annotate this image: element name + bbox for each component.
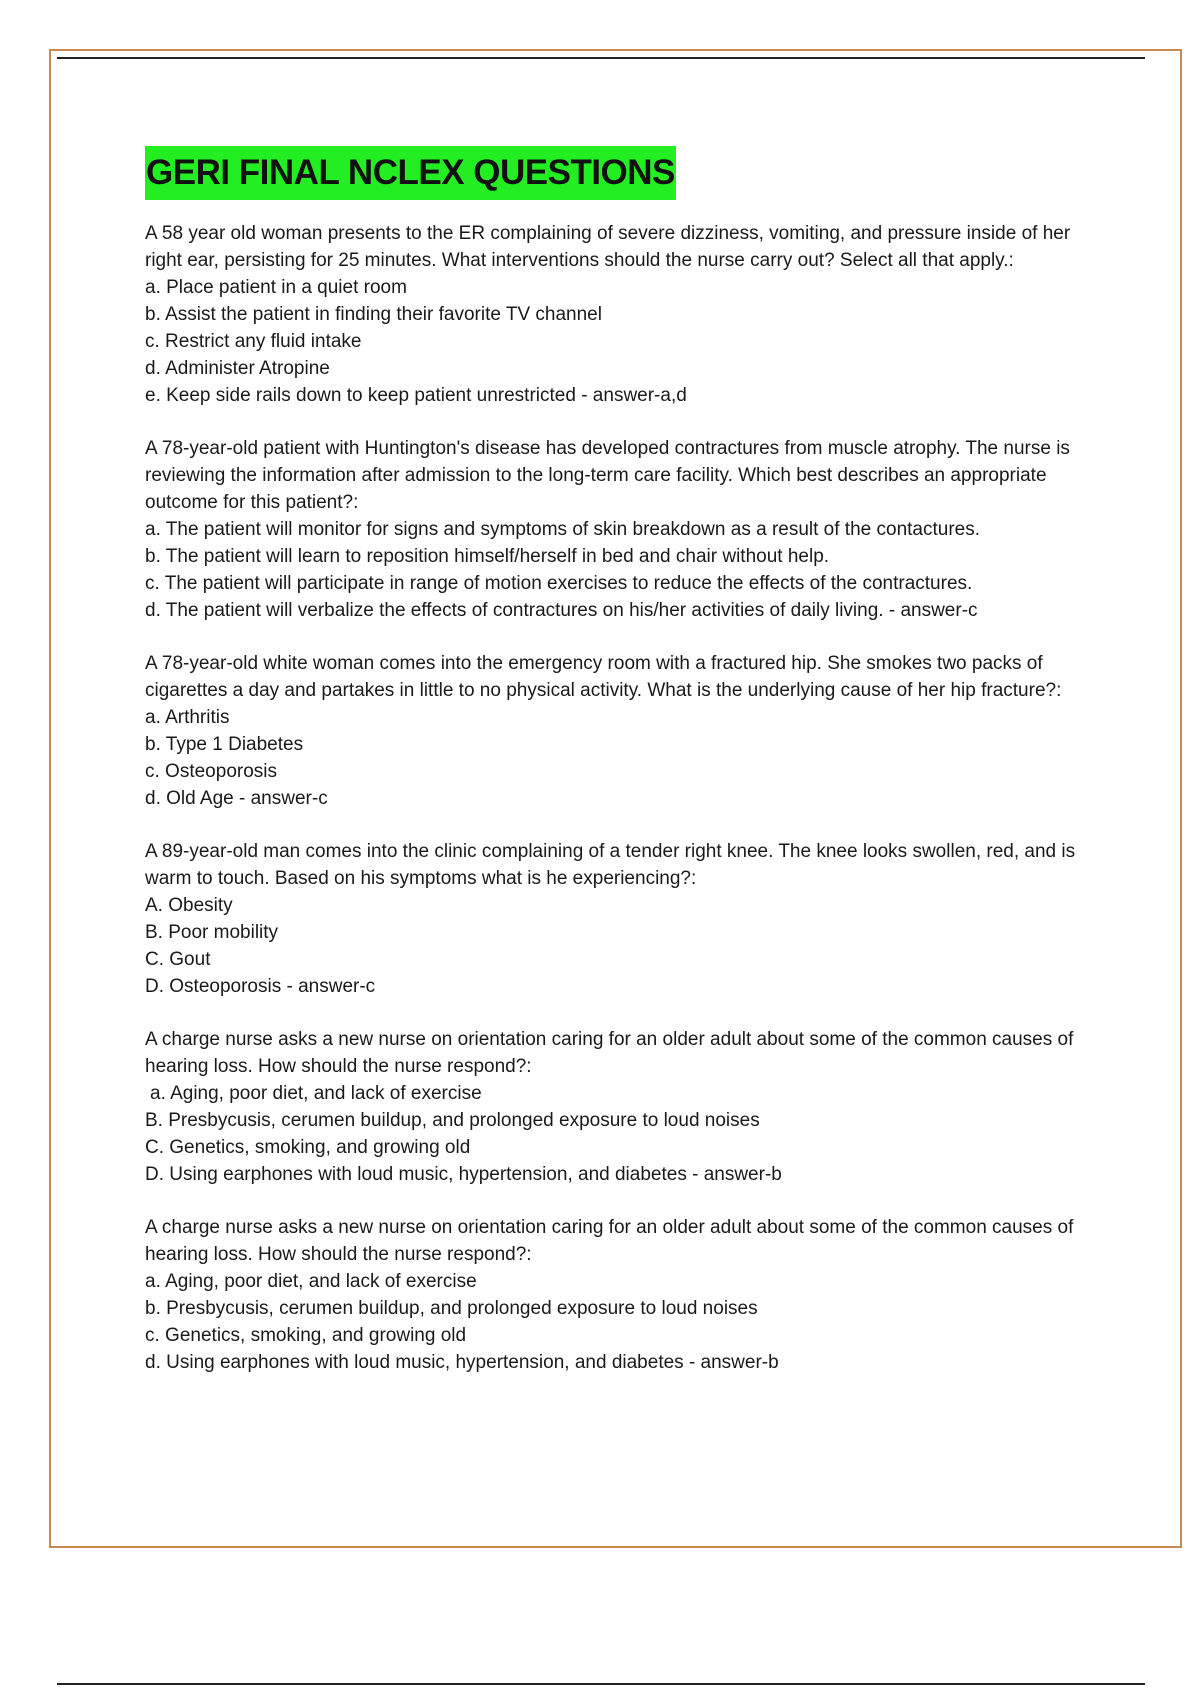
question-stem: A charge nurse asks a new nurse on orientation caring for an older adult about some of the common causes of hearing loss. How should the nurse respond?:: [145, 1217, 1074, 1265]
question-stem: A charge nurse asks a new nurse on orientation caring for an older adult about some of the common causes of hearing loss. How should the nurse respond?:: [145, 1029, 1074, 1077]
answer-option: b. Presbycusis, cerumen buildup, and prolonged exposure to loud noises: [145, 1298, 758, 1319]
answer-option: c. Restrict any fluid intake: [145, 331, 362, 352]
question-2: [145, 435, 1095, 624]
question-5: [145, 1026, 1095, 1188]
question-stem: A 78-year-old white woman comes into the emergency room with a fractured hip. She smokes two packs of cigarettes a day and partakes in little to no physical activity. What is the underlying cause of her hip fracture?:: [145, 653, 1062, 701]
answer-option: d. Old Age - answer-c: [145, 788, 328, 809]
question-3: [145, 650, 1095, 812]
answer-option: c. Genetics, smoking, and growing old: [145, 1325, 467, 1346]
answer-option: C. Gout: [145, 949, 211, 970]
answer-option: c. The patient will participate in range of motion exercises to reduce the effects of the contractures.: [145, 573, 973, 594]
answer-option: d. Administer Atropine: [145, 358, 330, 379]
answer-option: e. Keep side rails down to keep patient unrestricted - answer-a,d: [145, 385, 687, 406]
answer-option: C. Genetics, smoking, and growing old: [145, 1137, 471, 1158]
answer-option: a. Place patient in a quiet room: [145, 277, 407, 298]
question-4: [145, 838, 1095, 1000]
answer-option: D. Osteoporosis - answer-c: [145, 976, 376, 997]
answer-option: a. Aging, poor diet, and lack of exercise: [150, 1083, 482, 1104]
answer-option: B. Poor mobility: [145, 922, 279, 943]
answer-option: d. The patient will verbalize the effects of contractures on his/her activities of daily living. - answer-c: [145, 600, 978, 621]
document-title: GERI FINAL NCLEX QUESTIONS: [145, 146, 676, 200]
question-stem: A 58 year old woman presents to the ER complaining of severe dizziness, vomiting, and pressure inside of her right ear, persisting for 25 minutes. What interventions should the nurse carry out? Select all that apply.:: [145, 223, 1071, 271]
answer-option: a. Aging, poor diet, and lack of exercise: [145, 1271, 477, 1292]
footer-rule: [57, 1683, 1145, 1685]
answer-option: D. Using earphones with loud music, hypertension, and diabetes - answer-b: [145, 1164, 782, 1185]
answer-option: B. Presbycusis, cerumen buildup, and prolonged exposure to loud noises: [145, 1110, 760, 1131]
answer-option: b. The patient will learn to reposition himself/herself in bed and chair without help.: [145, 546, 830, 567]
question-6: [145, 1214, 1095, 1376]
answer-option: a. Arthritis: [145, 707, 230, 728]
document-body: [145, 146, 1095, 1402]
answer-option: b. Assist the patient in finding their favorite TV channel: [145, 304, 602, 325]
header-rule: [57, 57, 1145, 59]
question-1: [145, 220, 1095, 409]
question-stem: A 89-year-old man comes into the clinic complaining of a tender right knee. The knee looks swollen, red, and is warm to touch. Based on his symptoms what is he experiencing?:: [145, 841, 1076, 889]
answer-option: A. Obesity: [145, 895, 233, 916]
answer-option: d. Using earphones with loud music, hypertension, and diabetes - answer-b: [145, 1352, 779, 1373]
answer-option: a. The patient will monitor for signs and symptoms of skin breakdown as a result of the contactures.: [145, 519, 980, 540]
answer-option: b. Type 1 Diabetes: [145, 734, 304, 755]
answer-option: c. Osteoporosis: [145, 761, 277, 782]
question-stem: A 78-year-old patient with Huntington's disease has developed contractures from muscle atrophy. The nurse is reviewing the information after admission to the long-term care facility. Which best describes an appropriate outcome for this patient?:: [145, 438, 1070, 513]
